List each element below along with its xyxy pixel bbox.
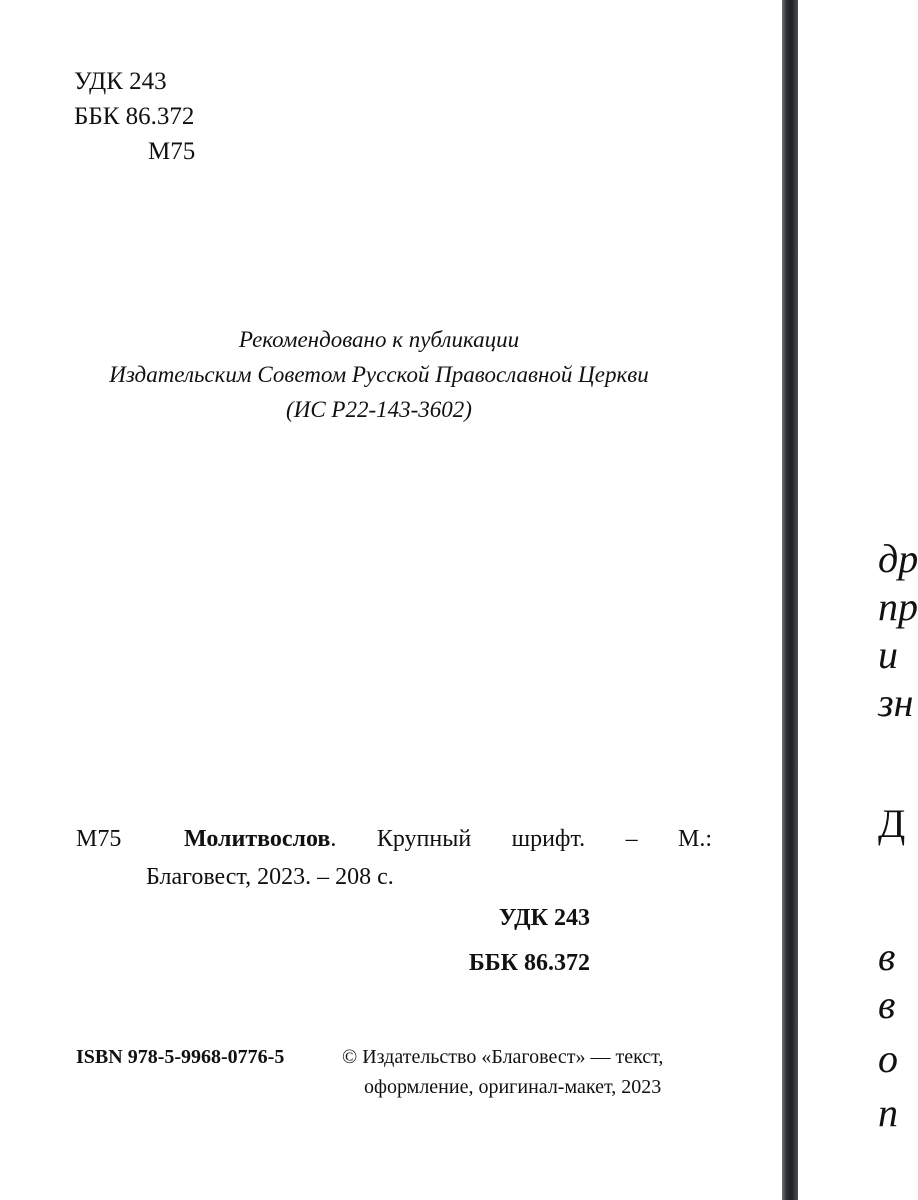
copyright-notice xyxy=(342,1042,716,1102)
udk-code: УДК 243 xyxy=(74,68,167,95)
isbn-number: ISBN 978-5-9968-0776-5 xyxy=(76,1046,285,1068)
facing-page-fragment: в xyxy=(878,934,896,979)
recommendation-line-3: (ИС Р22-143-3602) xyxy=(286,397,472,422)
header-classification-codes xyxy=(74,64,195,169)
facing-page-fragment: др xyxy=(878,536,918,581)
facing-page-fragment: зн xyxy=(878,680,914,725)
book-title: Молитвослов xyxy=(184,826,331,852)
recommendation-line-2: Издательским Советом Русской Православной Церкви xyxy=(109,362,649,387)
bibliographic-entry xyxy=(76,820,712,896)
facing-page-fragment: и xyxy=(878,632,898,677)
entry-classification-codes xyxy=(469,896,590,986)
recommendation-line-1: Рекомендовано к публикации xyxy=(238,327,520,352)
copyright-line-1: © Издательство «Благовест» — текст, xyxy=(342,1046,664,1068)
entry-publisher-line: Благовест, 2023. – 208 с. xyxy=(146,864,394,890)
entry-description-rest: . Крупный шрифт. – М.: xyxy=(330,826,712,852)
facing-page-fragment: п xyxy=(878,1090,898,1135)
facing-page-fragment: Д xyxy=(878,801,906,846)
author-mark: М75 xyxy=(148,138,196,165)
facing-page-edge xyxy=(798,0,918,1200)
entry-bbk: ББК 86.372 xyxy=(468,950,590,976)
entry-udk: УДК 243 xyxy=(498,905,590,931)
facing-page-fragment: о xyxy=(878,1036,898,1081)
entry-description xyxy=(184,820,712,858)
book-spine-gutter xyxy=(782,0,798,1200)
facing-page-fragment: пр xyxy=(878,584,918,629)
bbk-code: ББК 86.372 xyxy=(74,103,195,130)
facing-page-fragment: в xyxy=(878,982,896,1027)
publication-recommendation xyxy=(0,322,782,427)
entry-author-mark: М75 xyxy=(76,826,122,852)
copyright-line-2: оформление, оригинал-макет, 2023 xyxy=(364,1076,662,1098)
